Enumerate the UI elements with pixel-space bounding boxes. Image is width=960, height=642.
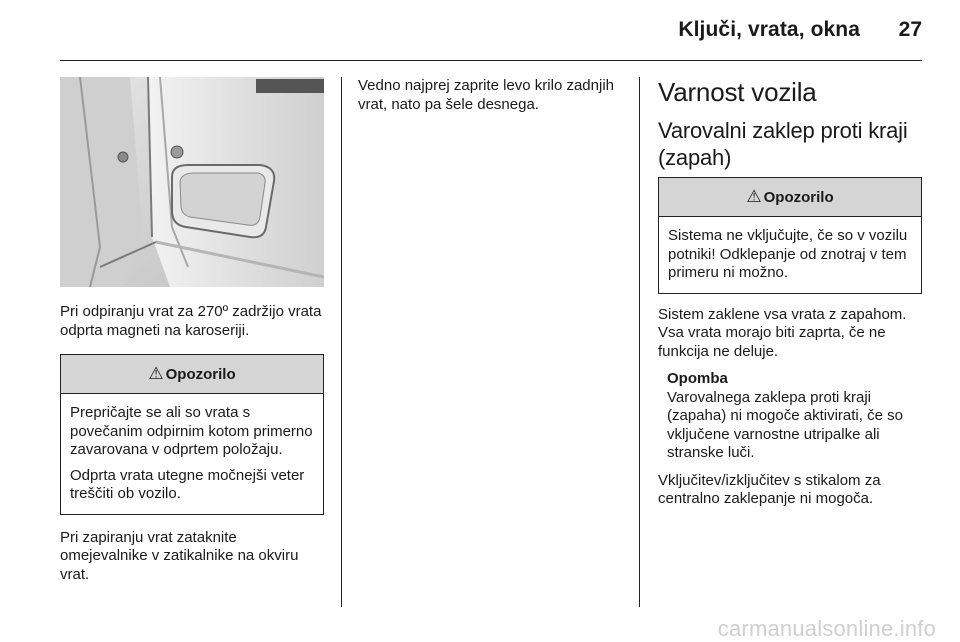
note-heading: Opomba [667,370,728,387]
warning-box-deadlock [658,177,922,294]
column-divider-1 [341,77,342,607]
page-header-title: Ključi, vrata, okna [678,18,860,41]
column-divider-2 [639,77,640,607]
closing-instructions: Pri zapiranju vrat zataknite omejevalnike v zatikalnike na okviru vrat. [60,528,299,583]
column-1 [60,77,324,584]
warning-body [61,394,323,514]
column-3 [658,77,922,509]
column-2 [358,77,626,114]
warning-heading: Opozorilo [165,366,236,383]
warning-triangle-icon: ⚠ [746,187,762,206]
note-block [658,370,922,463]
page-number: 27 [898,18,922,41]
subsection-title: Varovalni zaklep proti kraji (zapah) [658,118,908,170]
header-rule [60,60,922,61]
warning-body [659,217,921,293]
watermark: carmanualsonline.info [717,616,936,641]
warning-box-door-angle [60,354,324,515]
warning-triangle-icon: ⚠ [148,364,164,383]
warning-paragraph: Odprta vrata utegne močnejši veter treščiti ob vozilo. [70,466,305,502]
central-locking-text: Vključitev/izključitev s stikalom za centralno zaklepanje ni mogoča. [658,471,881,507]
note-text: Varovalnega zaklepa proti kraji (zapaha) ni mogoče aktivirati, če so vključene varnostne utripalke ali stranske luči. [667,388,903,461]
warning-paragraph: Sistema ne vključujte, če so v vozilu potniki! Odklepanje od znotraj v tem primeru ni možno. [668,227,908,281]
door-illustration [60,77,324,287]
warning-paragraph: Prepričajte se ali so vrata s povečanim odpirnim kotom primerno zavarovana v odprtem položaju. [70,404,313,458]
deadlock-description: Sistem zaklene vsa vrata z zapahom. Vsa vrata morajo biti zaprta, če ne funkcija ne deluje. [658,305,907,360]
warning-heading: Opozorilo [763,189,834,206]
warning-header [659,178,921,217]
photo-caption: Pri odpiranju vrat za 270º zadržijo vrata odprta magneti na karoseriji. [60,303,322,339]
closing-order-text: Vedno najprej zaprite levo krilo zadnjih vrat, nato pa šele desnega. [358,77,614,113]
warning-header [61,355,323,394]
door-magnet-photo [60,77,324,287]
section-title: Varnost vozila [658,77,817,107]
